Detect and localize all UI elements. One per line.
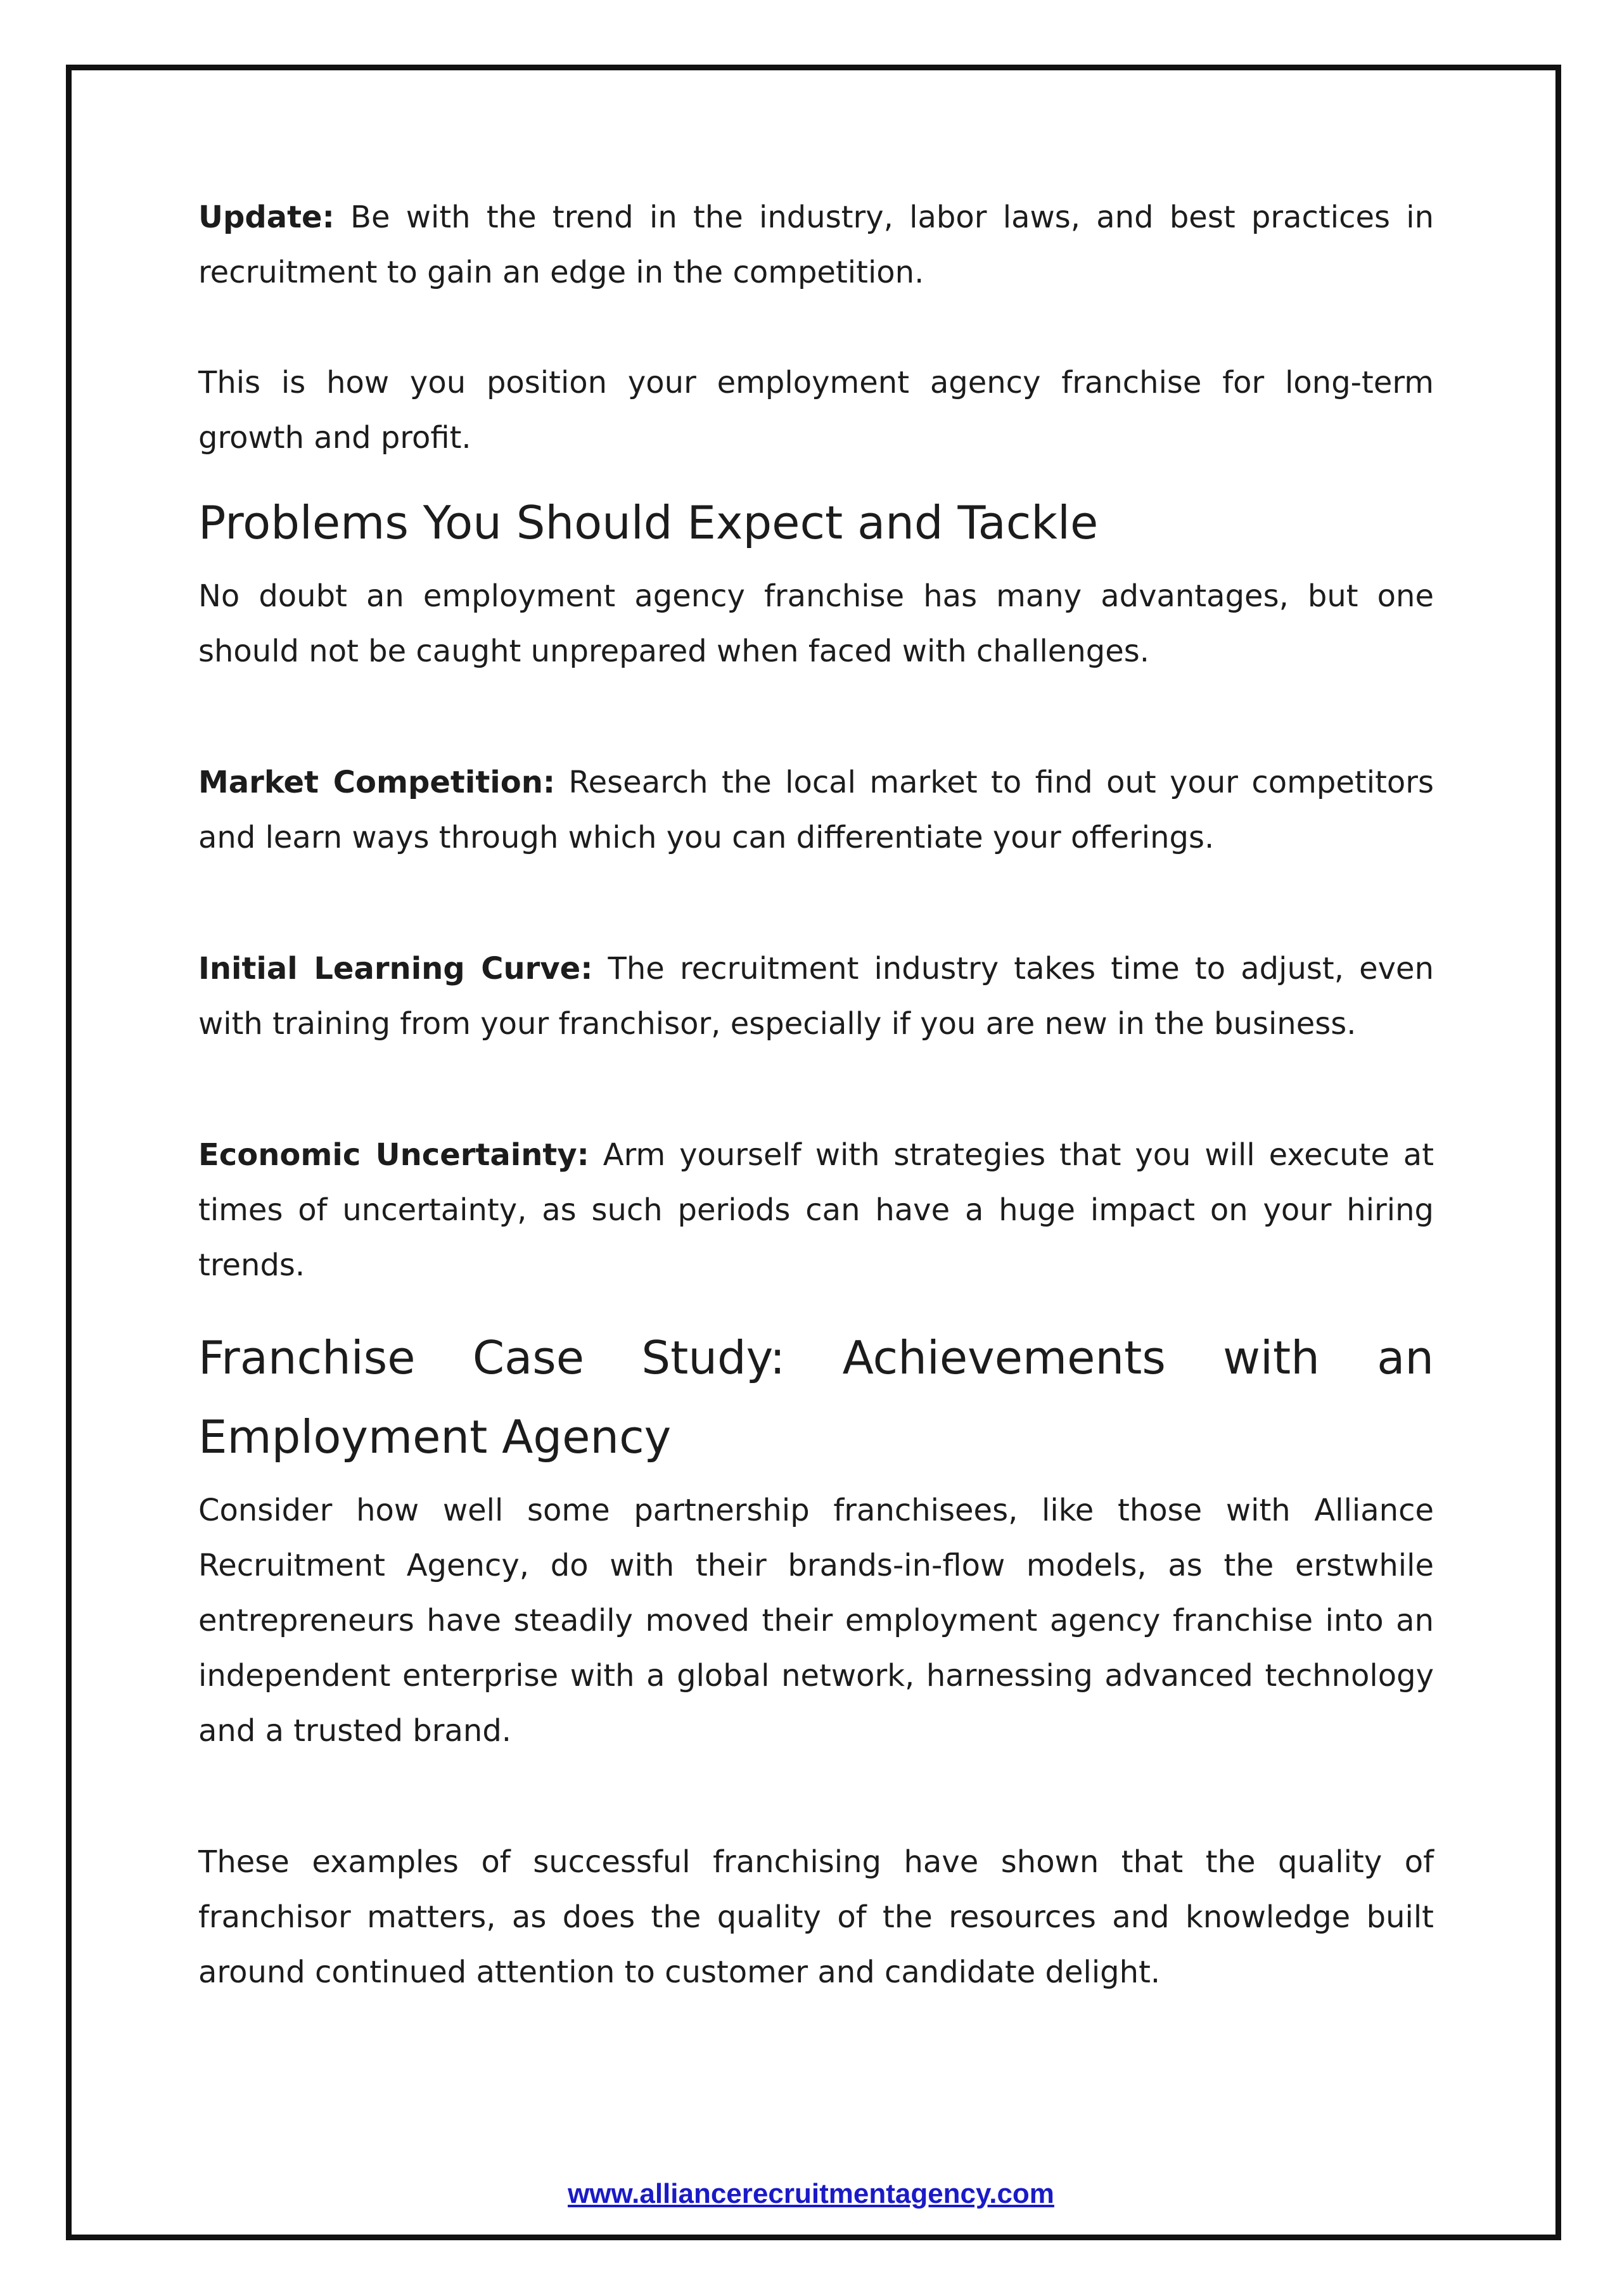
market-competition-text: Research the local market to find out your competitors and learn ways through which you can differentiate your offerings. (198, 765, 1434, 855)
case-study-paragraph: Consider how well some partnership franchisees, like those with Alliance Recruitment Agency, do with their brands-in-flow models, as the erstwhile entrepreneurs have steadily moved their employment agency franchise into an independent enterprise with a global network, harnessing advanced technology and a trusted brand. (198, 1493, 1434, 1749)
learning-curve-paragraph (198, 941, 1434, 1052)
market-competition-label: Market Competition: (198, 765, 556, 800)
economic-uncertainty-text: Arm yourself with strategies that you will execute at times of uncertainty, as such periods can have a huge impact on your hiring trends. (198, 1137, 1434, 1283)
market-competition-paragraph (198, 755, 1434, 865)
update-label: Update: (198, 200, 335, 235)
update-text: Be with the trend in the industry, labor laws, and best practices in recruitment to gain an edge in the competition. (198, 200, 1434, 290)
document-body (198, 190, 1434, 2000)
case-study-heading: Franchise Case Study: Achievements with an Employment Agency (198, 1331, 1434, 1464)
economic-uncertainty-paragraph (198, 1128, 1434, 1293)
position-paragraph: This is how you position your employment agency franchise for long-term growth and profit. (198, 365, 1434, 456)
problems-intro-paragraph: No doubt an employment agency franchise has many advantages, but one should not be caught unprepared when faced with challenges. (198, 578, 1434, 669)
learning-curve-label: Initial Learning Curve: (198, 951, 593, 986)
footer (0, 2178, 1622, 2210)
footer-website-link[interactable]: www.alliancerecruitmentagency.com (568, 2178, 1054, 2209)
update-paragraph (198, 190, 1434, 300)
economic-uncertainty-label: Economic Uncertainty: (198, 1137, 589, 1173)
learning-curve-text: The recruitment industry takes time to adjust, even with training from your franchisor, especially if you are new in the business. (198, 951, 1434, 1042)
problems-heading: Problems You Should Expect and Tackle (198, 496, 1099, 549)
examples-paragraph: These examples of successful franchising have shown that the quality of franchisor matters, as does the quality of the resources and knowledge built around continued attention to customer and candidate delight. (198, 1844, 1434, 1990)
